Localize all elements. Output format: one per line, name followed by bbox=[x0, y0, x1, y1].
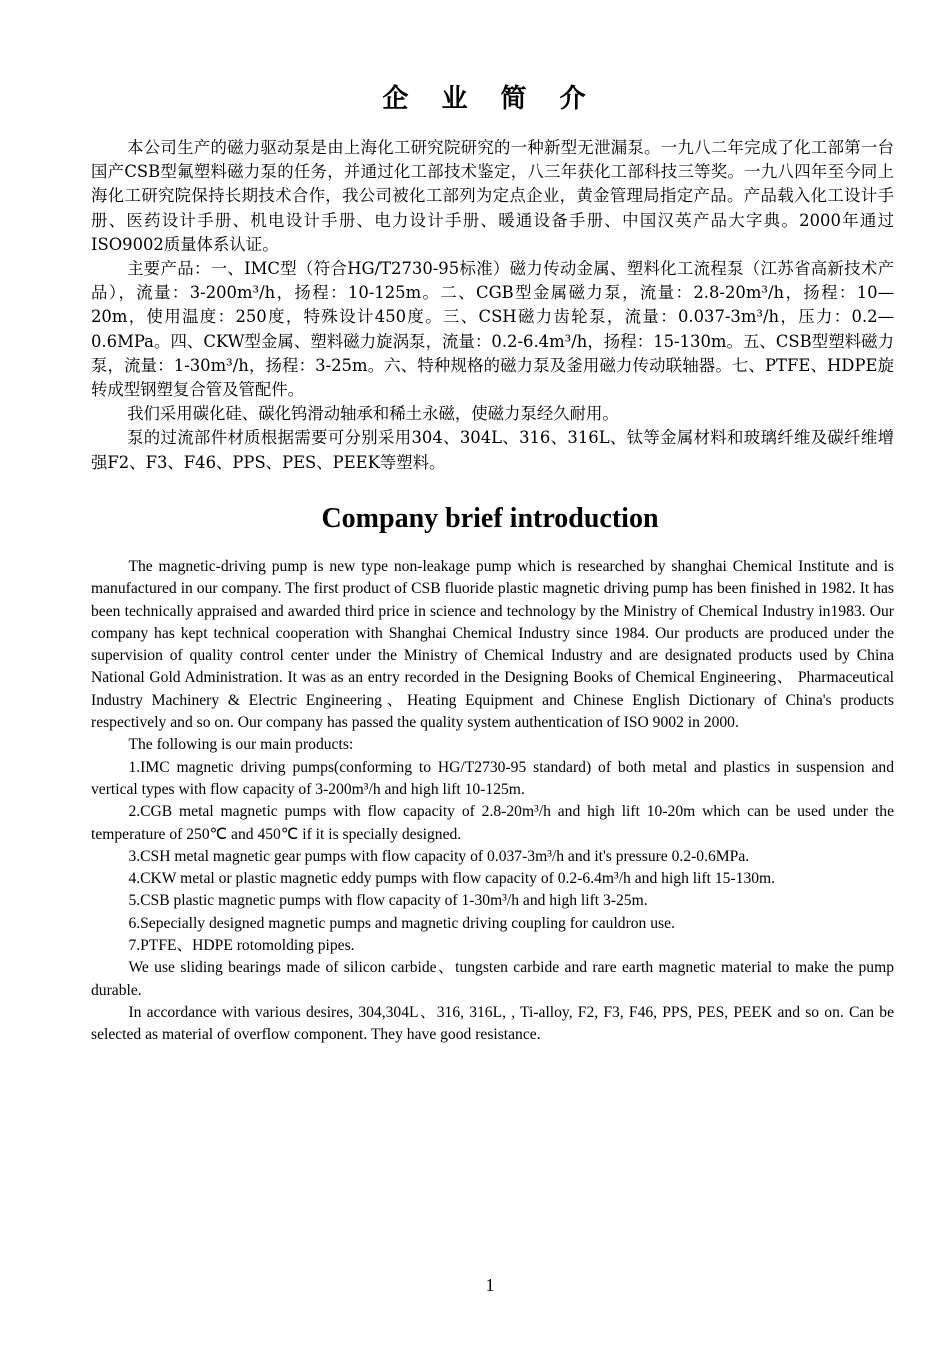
chinese-body bbox=[91, 136, 894, 475]
page-number: 1 bbox=[485, 1275, 495, 1295]
cn-paragraph-products: 主要产品：一、IMC型（符合HG/T2730-95标准）磁力传动金属、塑料化工流程泵（江苏省高新技术产品），流量：3-200m³/h，扬程：10-125m。二、CGB型金属磁力泵，流量：2.8-20m³/h，扬程：10—20m，使用温度：250度，特殊设计450度。三、CSH磁力齿轮泵，流量：0.037-3m³/h，压力：0.2—0.6MPa。四、CKW型金属、塑料磁力旋涡泵，流量：0.2-6.4m³/h，扬程：15-130m。五、CSB型塑料磁力泵，流量：1-30m³/h，扬程：3-25m。六、特种规格的磁力泵及釜用磁力传动联轴器。七、PTFE、HDPE旋转成型钢塑复合管及管配件。 bbox=[91, 259, 894, 400]
chinese-title: 企 业 简 介 bbox=[382, 84, 598, 114]
cn-paragraph-bearings: 我们采用碳化硅、碳化钨滑动轴承和稀土永磁，使磁力泵经久耐用。 bbox=[127, 404, 619, 424]
en-product-item-4: 4.CKW metal or plastic magnetic eddy pumps with flow capacity of 0.2-6.4m³/h and high lift 15-130m. bbox=[128, 870, 776, 888]
en-product-item-6: 6.Sepecially designed magnetic pumps and magnetic driving coupling for cauldron use. bbox=[128, 914, 675, 932]
cn-paragraph-materials: 泵的过流部件材质根据需要可分别采用304、304L、316、316L、钛等金属材料和玻璃纤维及碳纤维增强F2、F3、F46、PPS、PES、PEEK等塑料。 bbox=[91, 428, 894, 472]
en-paragraph-bearings: We use sliding bearings made of silicon carbide、tungsten carbide and rare earth magnetic material to make the pump durable. bbox=[91, 959, 894, 999]
en-paragraph-intro: The magnetic-driving pump is new type non-leakage pump which is researched by shanghai Chemical Institute and is manufactured in our company. The first product of CSB fluoride plastic magnetic driving pump has been finished in 1982. It has been technically appraised and awarded third price in science and technology by the Ministry of Chemical Industry in1983. Our company has kept technical cooperation with Shanghai Chemical Industry since 1984. Our products are produced under the supervision of quality control center under the Ministry of Chemical Industry and are designated products used by China National Gold Administration. It was as an entry recorded in the Designing Books of Chemical Engineering、 Pharmaceutical Industry Machinery & Electric Engineering、Heating Equipment and Chinese English Dictionary of China's products respectively and so on. Our company has passed the quality system authentication of ISO 9002 in 2000. bbox=[91, 558, 894, 732]
en-paragraph-products-heading: The following is our main products: bbox=[128, 736, 354, 754]
english-title: Company brief introduction bbox=[321, 503, 659, 534]
en-product-item-5: 5.CSB plastic magnetic pumps with flow capacity of 1-30m³/h and high lift 3-25m. bbox=[128, 892, 648, 910]
cn-paragraph-intro: 本公司生产的磁力驱动泵是由上海化工研究院研究的一种新型无泄漏泵。一九八二年完成了化工部第一台国产CSB型氟塑料磁力泵的任务，并通过化工部技术鉴定，八三年获化工部科技三等奖。一九八四年至今同上海化工研究院保持长期技术合作，我公司被化工部列为定点企业，黄金管理局指定产品。产品载入化工设计手册、医药设计手册、机电设计手册、电力设计手册、暖通设备手册、中国汉英产品大字典。2000年通过ISO9002质量体系认证。 bbox=[91, 138, 894, 254]
en-product-item-3: 3.CSH metal magnetic gear pumps with flow capacity of 0.037-3m³/h and it's pressure 0.2-0.6MPa. bbox=[128, 847, 750, 865]
en-product-item-1: 1.IMC magnetic driving pumps(conforming to HG/T2730-95 standard) of both metal and plastics in suspension and vertical types with flow capacity of 3-200m³/h and high lift 10-125m. bbox=[91, 758, 894, 798]
en-paragraph-materials: In accordance with various desires, 304,304L、316, 316L, , Ti-alloy, F2, F3, F46, PPS, PES, PEEK and so on. Can be selected as material of overflow component. They have good resistance. bbox=[91, 1003, 894, 1044]
en-product-item-2: 2.CGB metal magnetic pumps with flow capacity of 2.8-20m³/h and high lift 10-20m which can be used under the temperature of 250℃ and 450℃ if it is specially designed. bbox=[91, 803, 894, 843]
en-product-item-7: 7.PTFE、HDPE rotomolding pipes. bbox=[128, 937, 355, 955]
english-body bbox=[91, 556, 894, 1047]
